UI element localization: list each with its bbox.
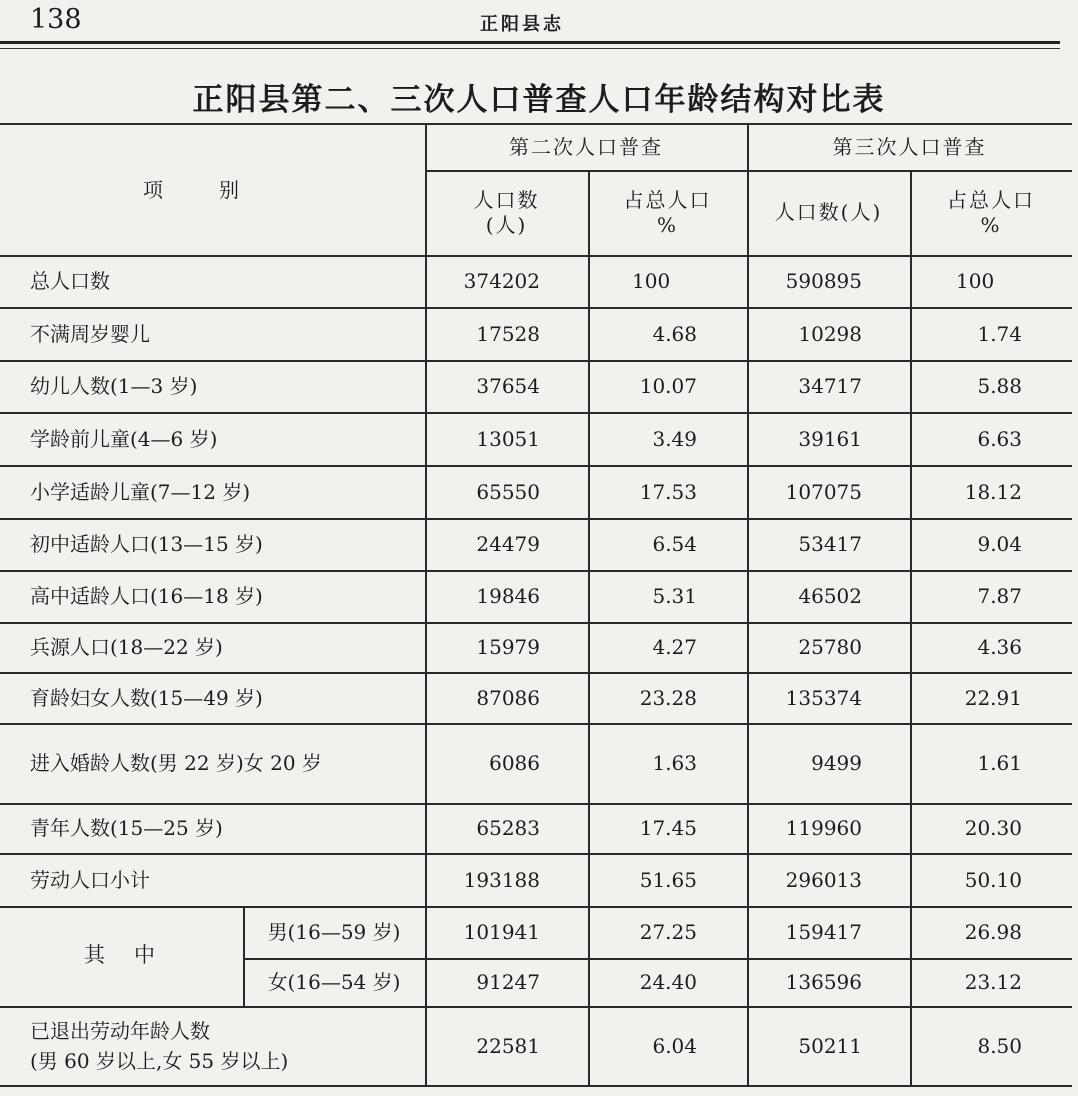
population-2nd: 22581 — [476, 1033, 540, 1058]
percent-2nd: 51.65 — [639, 867, 697, 892]
population-2nd: 101941 — [463, 920, 540, 944]
percent-2nd: 23.28 — [639, 685, 697, 710]
percent-3rd: 100 — [956, 269, 995, 293]
percent-2nd: 6.04 — [652, 1033, 697, 1058]
population-2nd: 193188 — [463, 867, 540, 892]
population-2nd: 87086 — [476, 685, 540, 710]
population-3rd: 159417 — [785, 920, 862, 944]
row-label: 总人口数 — [30, 269, 110, 293]
population-3rd: 136596 — [785, 970, 862, 994]
population-2nd: 37654 — [476, 374, 540, 398]
header-census3: 第三次人口普查 — [832, 134, 987, 159]
table-bottom-border — [0, 1085, 1072, 1087]
population-2nd: 6086 — [489, 751, 540, 775]
header-pop2: 人口数 (人) — [473, 187, 540, 237]
population-3rd: 107075 — [785, 479, 862, 504]
population-3rd: 39161 — [798, 426, 862, 451]
row-label: 幼儿人数(1—3 岁) — [30, 374, 198, 398]
running-head: 正阳县志 — [480, 14, 564, 35]
population-3rd: 590895 — [785, 269, 862, 293]
percent-3rd: 1.74 — [977, 321, 1022, 346]
percent-3rd: 7.87 — [977, 584, 1022, 608]
percent-3rd: 9.04 — [977, 532, 1022, 556]
population-2nd: 91247 — [476, 970, 540, 994]
percent-2nd: 4.27 — [652, 635, 697, 659]
row-label: 学龄前儿童(4—6 岁) — [30, 426, 218, 451]
population-2nd: 65550 — [476, 479, 540, 504]
percent-2nd: 17.53 — [639, 479, 697, 504]
population-3rd: 10298 — [798, 321, 862, 346]
retired-label-line2: (男 60 岁以上,女 55 岁以上) — [30, 1049, 289, 1073]
percent-3rd: 20.30 — [964, 816, 1022, 840]
population-3rd: 53417 — [798, 532, 862, 556]
header-item: 项 别 — [143, 178, 257, 202]
percent-2nd: 3.49 — [652, 426, 697, 451]
percent-2nd: 24.40 — [639, 970, 697, 994]
header-rule-thin — [0, 48, 1060, 49]
population-3rd: 296013 — [785, 867, 862, 892]
population-3rd: 34717 — [798, 374, 862, 398]
percent-3rd: 26.98 — [964, 920, 1022, 944]
population-2nd: 13051 — [476, 426, 540, 451]
population-3rd: 9499 — [811, 751, 862, 775]
population-3rd: 25780 — [798, 635, 862, 659]
row-label: 劳动人口小计 — [30, 867, 150, 892]
sub-row-label: 女(16—54 岁) — [267, 970, 401, 994]
row-label: 不满周岁婴儿 — [30, 321, 150, 346]
percent-2nd: 17.45 — [639, 816, 697, 840]
row-label: 初中适龄人口(13—15 岁) — [30, 532, 263, 556]
percent-3rd: 23.12 — [964, 970, 1022, 994]
percent-2nd: 10.07 — [639, 374, 697, 398]
among-label: 其 中 — [84, 943, 159, 968]
row-label: 小学适龄儿童(7—12 岁) — [30, 479, 251, 504]
population-2nd: 374202 — [463, 269, 540, 293]
row-label: 高中适龄人口(16—18 岁) — [30, 584, 263, 608]
population-2nd: 24479 — [476, 532, 540, 556]
page-number: 138 — [30, 4, 82, 35]
percent-3rd: 5.88 — [977, 374, 1022, 398]
row-label: 进入婚龄人数(男 22 岁)女 20 岁 — [30, 751, 322, 775]
percent-2nd: 5.31 — [652, 584, 697, 608]
percent-2nd: 27.25 — [639, 920, 697, 944]
percent-2nd: 6.54 — [652, 532, 697, 556]
percent-3rd: 18.12 — [964, 479, 1022, 504]
population-2nd: 19846 — [476, 584, 540, 608]
table-title: 正阳县第二、三次人口普查人口年龄结构对比表 — [192, 82, 886, 118]
population-2nd: 17528 — [476, 321, 540, 346]
sub-row-label: 男(16—59 岁) — [267, 920, 401, 944]
population-3rd: 46502 — [798, 584, 862, 608]
header-pct3: 占总人口 % — [947, 187, 1035, 237]
population-3rd: 119960 — [785, 816, 862, 840]
population-3rd: 50211 — [798, 1033, 862, 1058]
percent-3rd: 22.91 — [964, 685, 1022, 710]
population-3rd: 135374 — [785, 685, 862, 710]
header-pop3: 人口数(人) — [774, 200, 883, 224]
population-2nd: 65283 — [476, 816, 540, 840]
header-rule — [0, 41, 1060, 44]
header-census2: 第二次人口普查 — [509, 134, 663, 159]
percent-3rd: 6.63 — [977, 426, 1022, 451]
percent-3rd: 8.50 — [977, 1033, 1022, 1058]
row-label: 兵源人口(18—22 岁) — [30, 635, 223, 659]
population-2nd: 15979 — [476, 635, 540, 659]
row-label: 青年人数(15—25 岁) — [30, 816, 223, 840]
percent-2nd: 4.68 — [652, 321, 697, 346]
header-pct2: 占总人口 % — [623, 187, 712, 237]
row-label: 育龄妇女人数(15—49 岁) — [30, 685, 263, 710]
percent-3rd: 4.36 — [977, 635, 1022, 659]
percent-2nd: 100 — [632, 269, 671, 293]
percent-3rd: 50.10 — [964, 867, 1022, 892]
percent-2nd: 1.63 — [652, 751, 697, 775]
percent-3rd: 1.61 — [977, 751, 1022, 775]
retired-label-line1: 已退出劳动年龄人数 — [30, 1019, 210, 1043]
